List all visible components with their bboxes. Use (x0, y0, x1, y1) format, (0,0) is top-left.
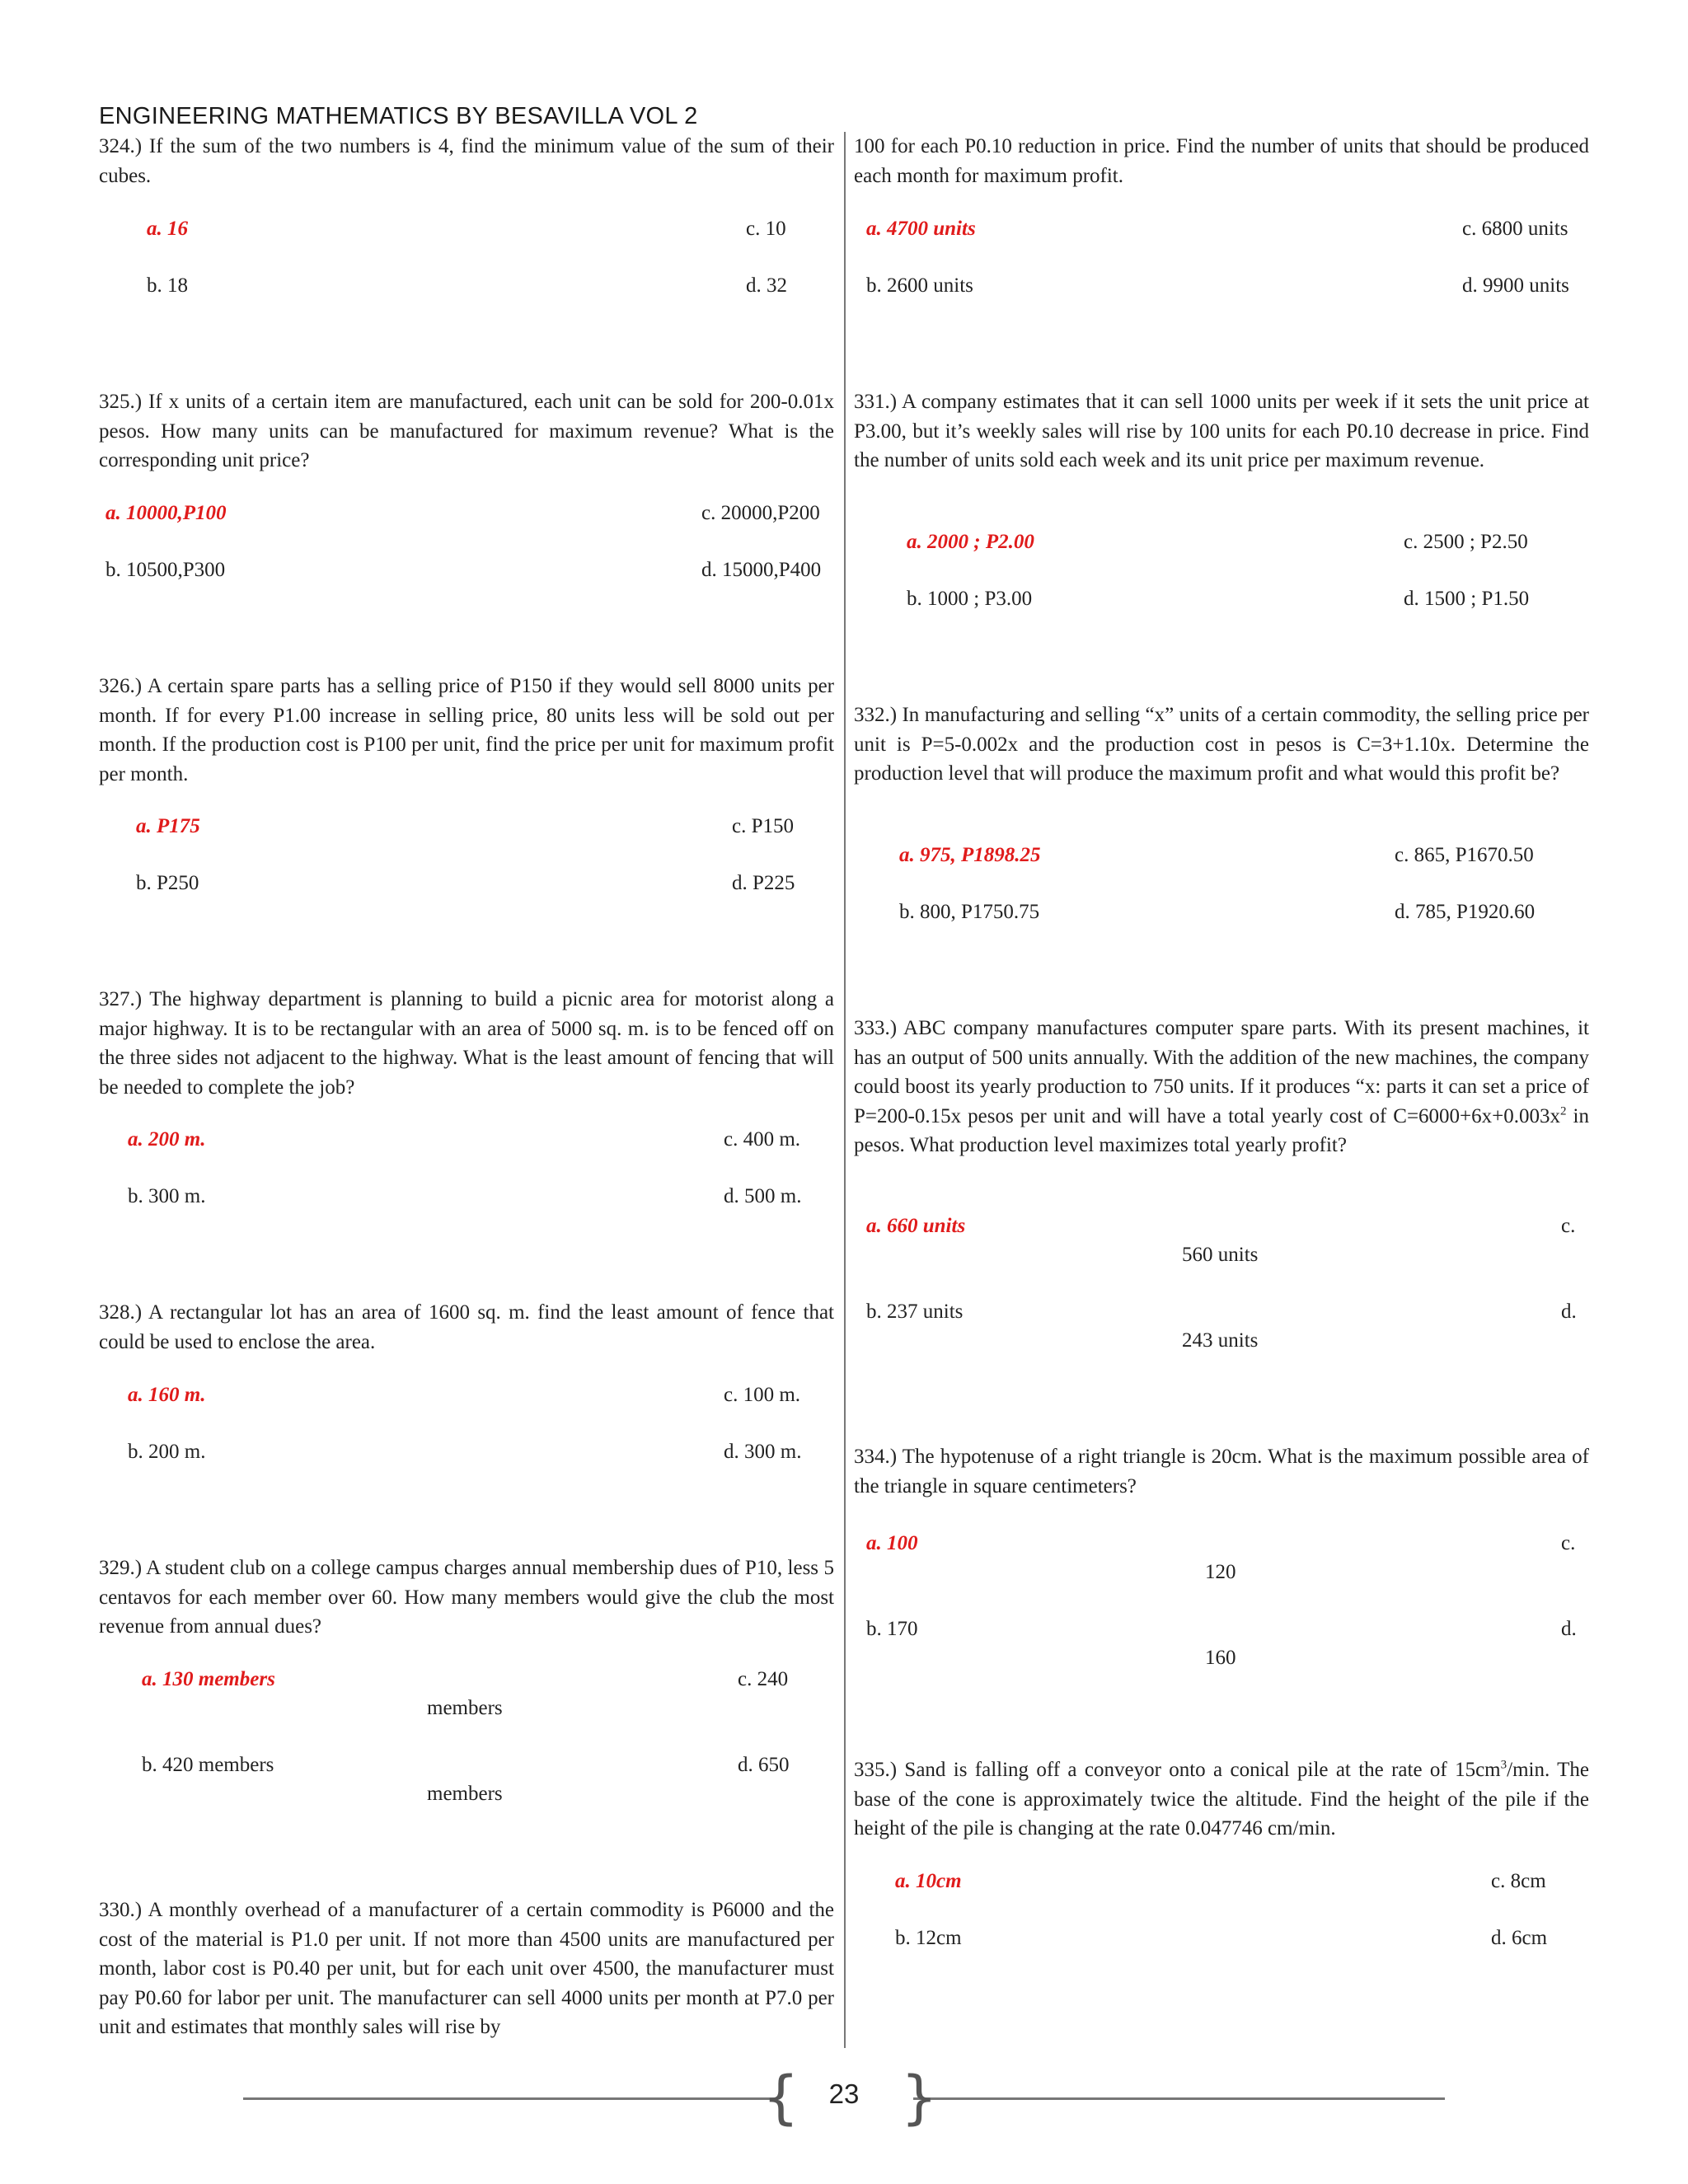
choice-c: c. 865, P1670.50 (1395, 844, 1534, 866)
footer-rule-right (913, 2097, 1445, 2100)
choice-d: d. 300 m. (724, 1441, 802, 1463)
question-333 (854, 1014, 1589, 1352)
choice-a-correct: a. 130 members (142, 1668, 275, 1690)
question-334 (854, 1442, 1589, 1669)
document-header: ENGINEERING MATHEMATICS BY BESAVILLA VOL 2 (99, 103, 698, 129)
question-335 (854, 1755, 1589, 1949)
question-text: 334.) The hypotenuse of a right triangle is 20cm. What is the maximum possible area of the triangle in square centimeters? (854, 1446, 1589, 1497)
choice-b: b. 10500,P300 (106, 559, 226, 581)
choice-c: c. P150 (732, 815, 794, 837)
question-text: 326.) A certain spare parts has a selling price of P150 if they would sell 8000 units per month. If for every P1.00 increase in selling price, 80 units less will be sold out per month. If the production cost is P100 per unit, find the price per unit for maximum profit per month. (99, 675, 834, 785)
question-329 (99, 1554, 834, 1805)
choice-b: b. 170 (866, 1618, 918, 1640)
page-number: 23 (828, 2079, 860, 2109)
choice-b: b. 800, P1750.75 (899, 901, 1040, 923)
choice-a-correct: a. 16 (147, 218, 188, 240)
choice-a-correct: a. 160 m. (128, 1384, 206, 1406)
choice-b: b. 420 members (142, 1754, 274, 1776)
choice-b: b. 2600 units (866, 274, 973, 297)
choice-c: c. 20000,P200 (701, 502, 820, 524)
choice-c: c. 400 m. (724, 1128, 801, 1151)
question-text (854, 1014, 1589, 1160)
choice-b: b. 300 m. (128, 1185, 206, 1207)
question-324 (99, 132, 834, 297)
question-331 (854, 387, 1589, 610)
question-328 (99, 1298, 834, 1463)
question-text-continued: 100 for each P0.10 reduction in price. Find the number of units that should be produced each month for maximum profit. (854, 135, 1589, 187)
choice-d: d. (1561, 1618, 1577, 1640)
choice-c: c. 8cm (1491, 1870, 1546, 1892)
question-text-part2: in pesos. What production level maximizes total yearly profit? (854, 1104, 1589, 1156)
choice-a-correct: a. 2000 ; P2.00 (907, 531, 1034, 553)
choice-c: c. (1561, 1215, 1576, 1237)
choice-d: d. (1561, 1301, 1577, 1323)
question-325 (99, 387, 834, 581)
choice-d-continued: members (427, 1783, 503, 1805)
choice-c: c. 6800 units (1462, 218, 1568, 240)
choice-b: b. 200 m. (128, 1441, 206, 1463)
question-text-part1: 335.) Sand is falling off a conveyor onto a conical pile at the rate of 15cm (854, 1759, 1501, 1781)
choice-d-continued: 160 (1205, 1647, 1236, 1669)
choice-a-correct: a. 200 m. (128, 1128, 206, 1151)
question-text-part1: 333.) ABC company manufactures computer spare parts. With its present machines, it has an output of 500 units annually. With the addition of the new machines, the company could boost its yearly production to 750 units. If it produces “x: parts it can set a price of P=200-0.15x pesos per unit and will have a total yearly cost of C=6000+6x+0.003x (854, 1017, 1589, 1127)
choice-d: d. 6cm (1491, 1927, 1548, 1949)
choice-a-correct: a. 4700 units (866, 218, 976, 240)
question-332 (854, 701, 1589, 923)
column-divider (844, 132, 846, 2048)
question-text: 331.) A company estimates that it can sell 1000 units per week if it sets the unit price at P3.00, but it’s weekly sales will rise by 100 units for each P0.10 decrease in price. Find the number of units sold each week and its unit price per maximum revenue. (854, 391, 1589, 471)
choice-b: b. 237 units (866, 1301, 964, 1323)
choice-b: b. 1000 ; P3.00 (907, 588, 1033, 610)
choice-d: d. 32 (746, 274, 787, 297)
choice-d: d. 785, P1920.60 (1395, 901, 1536, 923)
choice-a-correct: a. 660 units (866, 1215, 966, 1237)
question-text: 325.) If x units of a certain item are manufactured, each unit can be sold for 200-0.01x pesos. How many units can be manufactured for maximum revenue? What is the corresponding unit price? (99, 391, 834, 471)
choice-c: c. (1561, 1532, 1576, 1554)
choice-d: d. 650 (738, 1754, 790, 1776)
choice-c: c. 10 (746, 218, 786, 240)
superscript: 3 (1500, 1758, 1507, 1772)
question-text: 327.) The highway department is planning to build a picnic area for motorist along a major highway. It is to be rectangular with an area of 5000 sq. m. is to be fenced off on the three sides not adjacent to the highway. What is the least amount of fencing that will be needed to complete the job? (99, 988, 834, 1099)
choice-d: d. 9900 units (1462, 274, 1569, 297)
choice-d: d. 1500 ; P1.50 (1404, 588, 1530, 610)
superscript: 2 (1560, 1104, 1567, 1118)
choice-b: b. 12cm (895, 1927, 962, 1949)
question-text: 329.) A student club on a college campus charges annual membership dues of P10, less 5 centavos for each member over 60. How many members would give the club the most revenue from annual dues? (99, 1557, 834, 1638)
question-text: 330.) A monthly overhead of a manufacturer of a certain commodity is P6000 and the cost of the material is P1.0 per unit. If not more than 4500 units are manufactured per month, labor cost is P0.40 per unit, but for each unit over 4500, the manufacturer must pay P0.60 for labor per unit. The manufacturer can sell 4000 units per month at P7.0 per unit and estimates that monthly sales will rise by (99, 1899, 834, 2038)
question-330-continued (854, 132, 1589, 297)
choice-d: d. 500 m. (724, 1185, 802, 1207)
right-brace-icon: } (901, 2064, 938, 2131)
choice-d-continued: 243 units (1182, 1329, 1259, 1352)
choice-c-continued: 560 units (1182, 1244, 1259, 1266)
question-327 (99, 985, 834, 1207)
choice-a-correct: a. 10000,P100 (106, 502, 227, 524)
choice-a-correct: a. P175 (136, 815, 200, 837)
choice-a-correct: a. 975, P1898.25 (899, 844, 1041, 866)
footer-rule-left (243, 2097, 775, 2100)
left-brace-icon: { (762, 2064, 799, 2131)
question-326 (99, 672, 834, 894)
choice-d: d. 15000,P400 (701, 559, 822, 581)
choice-b: b. 18 (147, 274, 188, 297)
choice-c-continued: 120 (1205, 1561, 1236, 1583)
choice-c: c. 100 m. (724, 1384, 801, 1406)
question-text-part2: /min. The base of the cone is approximately twice the altitude. Find the height of the pile if the height of the pile is changing at the rate 0.047746 cm/min. (854, 1759, 1589, 1840)
choice-c: c. 240 (738, 1668, 789, 1690)
choice-c-continued: members (427, 1697, 503, 1719)
choice-a-correct: a. 10cm (895, 1870, 962, 1892)
choice-d: d. P225 (732, 872, 795, 894)
choice-b: b. P250 (136, 872, 199, 894)
question-text: 324.) If the sum of the two numbers is 4, find the minimum value of the sum of their cubes. (99, 135, 834, 187)
question-text (854, 1755, 1589, 1844)
question-330 (99, 1896, 834, 2042)
question-text: 328.) A rectangular lot has an area of 1600 sq. m. find the least amount of fence that could be used to enclose the area. (99, 1301, 834, 1353)
question-text: 332.) In manufacturing and selling “x” units of a certain commodity, the selling price per unit is P=5-0.002x and the production cost in pesos is C=3+1.10x. Determine the production level that will produce the maximum profit and what would this profit be? (854, 704, 1589, 785)
choice-c: c. 2500 ; P2.50 (1404, 531, 1528, 553)
choice-a-correct: a. 100 (866, 1532, 918, 1554)
